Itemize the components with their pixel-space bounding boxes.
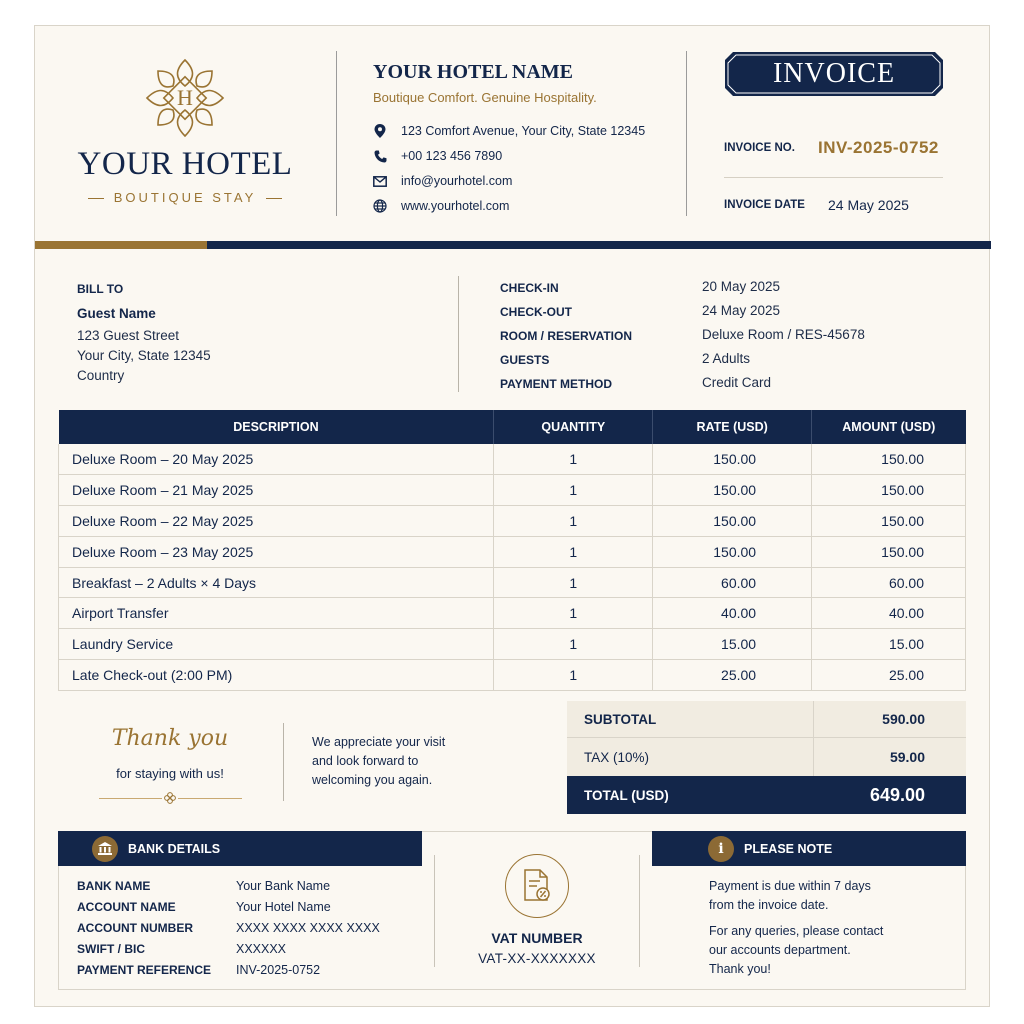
item-rate: 60.00 — [653, 567, 812, 598]
header-divider — [336, 51, 337, 216]
account-name-label: ACCOUNT NAME — [77, 900, 176, 914]
item-amount: 25.00 — [812, 660, 966, 691]
bank-name-label: BANK NAME — [77, 879, 151, 893]
guest-country: Country — [77, 368, 125, 383]
payment-method-label: PAYMENT METHOD — [500, 377, 613, 391]
please-note-title: PLEASE NOTE — [744, 841, 833, 856]
invoice-date-label: INVOICE DATE — [724, 199, 805, 211]
tax-label: TAX (10%) — [584, 749, 650, 765]
flower-icon — [162, 791, 178, 805]
item-amount: 60.00 — [812, 567, 966, 598]
hotel-title: YOUR HOTEL NAME — [373, 61, 574, 83]
item-quantity: 1 — [494, 567, 653, 598]
item-description: Deluxe Room – 23 May 2025 — [59, 536, 494, 567]
queries-note: For any queries, please contact our accounts department. Thank you! — [709, 924, 884, 976]
item-quantity: 1 — [494, 629, 653, 660]
item-rate: 150.00 — [653, 475, 812, 506]
please-note-header — [652, 831, 966, 866]
total-value: 649.00 — [869, 784, 925, 805]
bank-details-header — [58, 831, 422, 866]
item-rate: 25.00 — [653, 660, 812, 691]
table-row — [59, 629, 966, 660]
bill-to-label: BILL TO — [77, 282, 124, 296]
globe-icon — [373, 199, 387, 213]
header-band-gold — [35, 241, 207, 249]
invoice-page — [34, 25, 990, 1007]
check-in-label: CHECK-IN — [500, 281, 559, 295]
item-amount: 150.00 — [812, 444, 966, 475]
invoice-meta-divider — [724, 177, 943, 178]
account-number-label: ACCOUNT NUMBER — [77, 921, 193, 935]
contact-address: 123 Comfort Avenue, Your City, State 12345 — [373, 124, 645, 138]
guest-city: Your City, State 12345 — [77, 348, 211, 363]
tax-row — [567, 738, 966, 776]
swift-label: SWIFT / BIC — [77, 942, 145, 956]
item-amount: 150.00 — [812, 536, 966, 567]
item-description: Late Check-out (2:00 PM) — [59, 660, 494, 691]
item-rate: 150.00 — [653, 536, 812, 567]
room-value: Deluxe Room / RES-45678 — [702, 327, 865, 342]
item-rate: 150.00 — [653, 506, 812, 537]
line-items-table — [58, 410, 966, 691]
swift-value: XXXXXX — [236, 942, 287, 956]
vat-label: VAT NUMBER — [491, 930, 583, 946]
item-amount: 40.00 — [812, 598, 966, 629]
billto-divider — [458, 276, 459, 392]
vat-divider-right — [639, 855, 640, 967]
item-description: Deluxe Room – 21 May 2025 — [59, 475, 494, 506]
payment-reference-label: PAYMENT REFERENCE — [77, 963, 212, 977]
tax-value: 59.00 — [889, 749, 925, 765]
item-rate: 40.00 — [653, 598, 812, 629]
check-out-value: 24 May 2025 — [702, 303, 781, 318]
guest-name: Guest Name — [77, 306, 156, 321]
header-band-navy — [207, 241, 991, 249]
col-rate: RATE (USD) — [653, 410, 812, 444]
envelope-icon — [373, 174, 387, 188]
item-rate: 150.00 — [653, 444, 812, 475]
table-header-row — [59, 410, 966, 444]
item-description: Laundry Service — [59, 629, 494, 660]
check-in-value: 20 May 2025 — [702, 279, 781, 294]
item-quantity: 1 — [494, 598, 653, 629]
item-quantity: 1 — [494, 536, 653, 567]
guest-street: 123 Guest Street — [77, 328, 180, 343]
thanks-divider — [283, 723, 284, 801]
invoice-number: INV-2025-0752 — [818, 138, 939, 157]
invoice-badge — [725, 52, 943, 96]
table-row — [59, 444, 966, 475]
item-description: Deluxe Room – 20 May 2025 — [59, 444, 494, 475]
item-amount: 150.00 — [812, 506, 966, 537]
table-row — [59, 536, 966, 567]
item-quantity: 1 — [494, 660, 653, 691]
invoice-date: 24 May 2025 — [828, 197, 909, 213]
payment-method-value: Credit Card — [702, 375, 772, 390]
table-row — [59, 660, 966, 691]
item-amount: 15.00 — [812, 629, 966, 660]
appreciation-message: We appreciate your visit and look forward to welcoming you again. — [312, 735, 446, 787]
bank-details-title: BANK DETAILS — [128, 841, 221, 856]
total-row — [567, 776, 966, 814]
col-quantity: QUANTITY — [494, 410, 653, 444]
bank-icon — [92, 836, 118, 862]
hotel-tagline: Boutique Comfort. Genuine Hospitality. — [373, 90, 597, 105]
item-description: Airport Transfer — [59, 598, 494, 629]
vat-document-icon — [505, 854, 569, 918]
brand-subtitle: BOUTIQUE STAY — [35, 190, 335, 205]
table-row — [59, 506, 966, 537]
table-row — [59, 598, 966, 629]
guests-value: 2 Adults — [702, 351, 751, 366]
col-description: DESCRIPTION — [59, 410, 494, 444]
location-pin-icon — [373, 124, 387, 138]
guests-label: GUESTS — [500, 353, 550, 367]
payment-terms-note: Payment is due within 7 days from the invoice date. — [709, 879, 871, 912]
item-quantity: 1 — [494, 475, 653, 506]
subtotal-value: 590.00 — [882, 711, 925, 727]
check-out-label: CHECK-OUT — [500, 305, 572, 319]
item-description: Deluxe Room – 22 May 2025 — [59, 506, 494, 537]
thank-you-line: for staying with us! — [116, 766, 224, 781]
header-divider-2 — [686, 51, 687, 216]
item-rate: 15.00 — [653, 629, 812, 660]
thank-you-script: Thank you — [111, 726, 229, 751]
brand-name: YOUR HOTEL — [77, 146, 293, 182]
item-amount: 150.00 — [812, 475, 966, 506]
total-label: TOTAL (USD) — [584, 787, 669, 803]
table-row — [59, 475, 966, 506]
contact-website: www.yourhotel.com — [373, 199, 509, 213]
subtotal-row — [567, 701, 966, 738]
account-number-value: XXXX XXXX XXXX XXXX — [236, 921, 380, 935]
item-description: Breakfast – 2 Adults × 4 Days — [59, 567, 494, 598]
table-row — [59, 567, 966, 598]
bank-name-value: Your Bank Name — [236, 879, 331, 893]
payment-reference-value: INV-2025-0752 — [236, 963, 321, 977]
subtotal-label: SUBTOTAL — [584, 711, 657, 727]
phone-icon — [373, 149, 387, 163]
invoice-title: INVOICE — [772, 58, 896, 89]
contact-email: info@yourhotel.com — [373, 174, 512, 188]
contact-phone: +00 123 456 7890 — [373, 149, 502, 163]
item-quantity: 1 — [494, 506, 653, 537]
info-icon: i — [708, 836, 734, 862]
account-name-value: Your Hotel Name — [236, 900, 331, 914]
invoice-number-label: INVOICE NO. — [724, 142, 795, 154]
vat-number: VAT-XX-XXXXXXX — [478, 951, 596, 966]
item-quantity: 1 — [494, 444, 653, 475]
logo-monogram: H — [177, 85, 193, 110]
col-amount: AMOUNT (USD) — [812, 410, 966, 444]
room-label: ROOM / RESERVATION — [500, 329, 633, 343]
